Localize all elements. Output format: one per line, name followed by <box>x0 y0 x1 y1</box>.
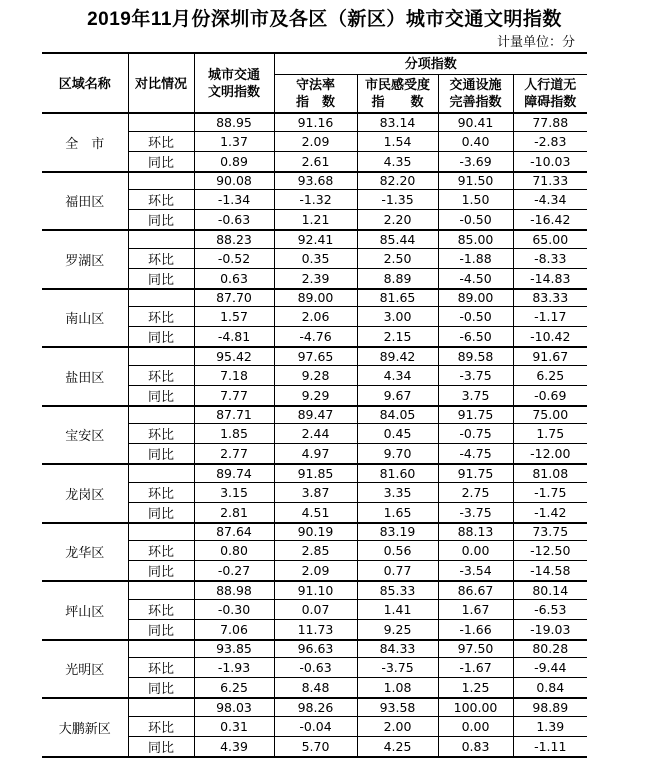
table-row <box>42 640 587 658</box>
value-cell: 89.74 <box>194 464 274 482</box>
value-cell: 73.75 <box>513 523 587 541</box>
value-cell: 91.67 <box>513 347 587 365</box>
value-cell: 71.33 <box>513 172 587 190</box>
value-cell: 1.41 <box>357 599 438 619</box>
value-cell: 80.28 <box>513 640 587 658</box>
value-cell: -0.27 <box>194 561 274 582</box>
value-cell: -0.04 <box>274 716 357 736</box>
value-cell: 4.35 <box>357 151 438 172</box>
comparison-label-cell: 同比 <box>128 444 194 465</box>
value-cell: -1.75 <box>513 482 587 502</box>
value-cell: 90.41 <box>438 113 513 131</box>
header-subindex-sidewalk-line1: 人行道无 <box>524 77 577 93</box>
header-region: 区域名称 <box>42 53 128 113</box>
value-cell: 1.25 <box>438 678 513 699</box>
table-row <box>42 464 587 482</box>
value-cell: -1.35 <box>357 190 438 210</box>
region-name-cell: 坪山区 <box>42 581 128 640</box>
value-cell: 8.89 <box>357 268 438 289</box>
header-subindex-law-line1: 守法率 <box>295 77 335 93</box>
value-cell: 2.06 <box>274 307 357 327</box>
value-cell: 84.05 <box>357 406 438 424</box>
header-subindex-sidewalk <box>513 74 587 113</box>
value-cell: 82.20 <box>357 172 438 190</box>
value-cell: -4.50 <box>438 268 513 289</box>
value-cell: 81.65 <box>357 289 438 307</box>
value-cell: 2.81 <box>194 502 274 523</box>
unit-note: 计量单位：分 <box>496 34 575 49</box>
comparison-label-cell <box>128 640 194 658</box>
value-cell: 1.75 <box>513 424 587 444</box>
value-cell: -1.88 <box>438 248 513 268</box>
comparison-label-cell: 环比 <box>128 482 194 502</box>
value-cell: 0.07 <box>274 599 357 619</box>
value-cell: -4.81 <box>194 327 274 348</box>
value-cell: 93.58 <box>357 698 438 716</box>
comparison-label-cell <box>128 172 194 190</box>
table-body <box>42 113 587 757</box>
comparison-label-cell: 同比 <box>128 210 194 231</box>
value-cell: -1.32 <box>274 190 357 210</box>
value-cell: 85.44 <box>357 230 438 248</box>
value-cell: 97.65 <box>274 347 357 365</box>
value-cell: 83.33 <box>513 289 587 307</box>
comparison-label-cell: 同比 <box>128 502 194 523</box>
value-cell: 0.77 <box>357 561 438 582</box>
header-subindex-perception-line1: 市民感受度 <box>364 77 430 93</box>
value-cell: 6.25 <box>513 365 587 385</box>
header-subindex-perception-line2: 指 数 <box>371 94 424 110</box>
value-cell: 89.58 <box>438 347 513 365</box>
value-cell: 100.00 <box>438 698 513 716</box>
value-cell: 11.73 <box>274 619 357 640</box>
value-cell: -1.66 <box>438 619 513 640</box>
value-cell: -0.52 <box>194 248 274 268</box>
value-cell: 0.83 <box>438 736 513 757</box>
value-cell: -4.34 <box>513 190 587 210</box>
header-row-1 <box>42 53 587 74</box>
value-cell: -0.63 <box>274 658 357 678</box>
value-cell: 3.87 <box>274 482 357 502</box>
value-cell: 0.89 <box>194 151 274 172</box>
value-cell: -1.67 <box>438 658 513 678</box>
value-cell: 89.00 <box>438 289 513 307</box>
value-cell: 2.39 <box>274 268 357 289</box>
region-name-cell: 大鹏新区 <box>42 698 128 757</box>
comparison-label-cell: 同比 <box>128 619 194 640</box>
value-cell: 93.85 <box>194 640 274 658</box>
value-cell: 87.70 <box>194 289 274 307</box>
table-row <box>42 406 587 424</box>
comparison-label-cell: 环比 <box>128 131 194 151</box>
value-cell: 7.06 <box>194 619 274 640</box>
value-cell: 2.09 <box>274 131 357 151</box>
value-cell: -14.83 <box>513 268 587 289</box>
value-cell: -1.93 <box>194 658 274 678</box>
comparison-label-cell: 环比 <box>128 190 194 210</box>
comparison-label-cell <box>128 523 194 541</box>
comparison-label-cell: 同比 <box>128 151 194 172</box>
value-cell: 2.00 <box>357 716 438 736</box>
value-cell: 2.09 <box>274 561 357 582</box>
table-row <box>42 230 587 248</box>
value-cell: 4.51 <box>274 502 357 523</box>
table-row <box>42 523 587 541</box>
value-cell: 91.75 <box>438 406 513 424</box>
value-cell: 80.14 <box>513 581 587 599</box>
comparison-label-cell: 环比 <box>128 716 194 736</box>
header-subindex-facilities-line2: 完善指数 <box>449 94 502 110</box>
value-cell: 9.25 <box>357 619 438 640</box>
value-cell: -9.44 <box>513 658 587 678</box>
value-cell: -0.50 <box>438 307 513 327</box>
value-cell: -12.00 <box>513 444 587 465</box>
value-cell: 90.08 <box>194 172 274 190</box>
value-cell: 85.00 <box>438 230 513 248</box>
value-cell: 0.84 <box>513 678 587 699</box>
region-name-cell: 全 市 <box>42 113 128 172</box>
comparison-label-cell: 环比 <box>128 365 194 385</box>
value-cell: 0.56 <box>357 541 438 561</box>
comparison-label-cell <box>128 347 194 365</box>
comparison-label-cell <box>128 581 194 599</box>
value-cell: 3.00 <box>357 307 438 327</box>
value-cell: 87.71 <box>194 406 274 424</box>
comparison-label-cell <box>128 406 194 424</box>
value-cell: 97.50 <box>438 640 513 658</box>
value-cell: 9.70 <box>357 444 438 465</box>
value-cell: -19.03 <box>513 619 587 640</box>
value-cell: 0.80 <box>194 541 274 561</box>
value-cell: 84.33 <box>357 640 438 658</box>
value-cell: -0.63 <box>194 210 274 231</box>
header-overall-line2: 文明指数 <box>207 84 260 99</box>
value-cell: 92.41 <box>274 230 357 248</box>
value-cell: 0.35 <box>274 248 357 268</box>
value-cell: 2.75 <box>438 482 513 502</box>
value-cell: 1.67 <box>438 599 513 619</box>
value-cell: -10.03 <box>513 151 587 172</box>
value-cell: -0.69 <box>513 385 587 406</box>
value-cell: -8.33 <box>513 248 587 268</box>
value-cell: 6.25 <box>194 678 274 699</box>
value-cell: 91.16 <box>274 113 357 131</box>
value-cell: -14.58 <box>513 561 587 582</box>
value-cell: 9.29 <box>274 385 357 406</box>
value-cell: 1.85 <box>194 424 274 444</box>
value-cell: 1.37 <box>194 131 274 151</box>
value-cell: 3.15 <box>194 482 274 502</box>
value-cell: 89.00 <box>274 289 357 307</box>
value-cell: 0.45 <box>357 424 438 444</box>
value-cell: 2.61 <box>274 151 357 172</box>
value-cell: 0.00 <box>438 541 513 561</box>
value-cell: -0.30 <box>194 599 274 619</box>
value-cell: -3.75 <box>438 502 513 523</box>
value-cell: 5.70 <box>274 736 357 757</box>
value-cell: -0.75 <box>438 424 513 444</box>
page-title: 2019年11月份深圳市及各区（新区）城市交通文明指数 <box>87 9 562 30</box>
value-cell: 0.31 <box>194 716 274 736</box>
comparison-label-cell: 同比 <box>128 561 194 582</box>
value-cell: 7.77 <box>194 385 274 406</box>
value-cell: 89.42 <box>357 347 438 365</box>
table-row <box>42 289 587 307</box>
value-cell: 87.64 <box>194 523 274 541</box>
comparison-label-cell: 环比 <box>128 248 194 268</box>
value-cell: 88.23 <box>194 230 274 248</box>
value-cell: 9.28 <box>274 365 357 385</box>
value-cell: -1.17 <box>513 307 587 327</box>
header-subindex-facilities <box>438 74 513 113</box>
header-subindex-group: 分项指数 <box>274 53 587 74</box>
header-subindex-law <box>274 74 357 113</box>
value-cell: 2.85 <box>274 541 357 561</box>
value-cell: -3.75 <box>438 365 513 385</box>
value-cell: 2.77 <box>194 444 274 465</box>
value-cell: 98.26 <box>274 698 357 716</box>
value-cell: 91.10 <box>274 581 357 599</box>
value-cell: 75.00 <box>513 406 587 424</box>
value-cell: 4.39 <box>194 736 274 757</box>
comparison-label-cell <box>128 113 194 131</box>
region-name-cell: 宝安区 <box>42 406 128 465</box>
value-cell: 93.68 <box>274 172 357 190</box>
table-row <box>42 113 587 131</box>
value-cell: 91.75 <box>438 464 513 482</box>
value-cell: -2.83 <box>513 131 587 151</box>
value-cell: 77.88 <box>513 113 587 131</box>
value-cell: 83.19 <box>357 523 438 541</box>
table-row <box>42 172 587 190</box>
header-overall-line1: 城市交通 <box>207 67 260 82</box>
comparison-label-cell <box>128 230 194 248</box>
value-cell: -4.75 <box>438 444 513 465</box>
value-cell: 88.98 <box>194 581 274 599</box>
value-cell: -10.42 <box>513 327 587 348</box>
value-cell: 2.20 <box>357 210 438 231</box>
value-cell: 81.60 <box>357 464 438 482</box>
value-cell: 0.00 <box>438 716 513 736</box>
table-row <box>42 581 587 599</box>
value-cell: 90.19 <box>274 523 357 541</box>
region-name-cell: 罗湖区 <box>42 230 128 289</box>
value-cell: -0.50 <box>438 210 513 231</box>
value-cell: 0.63 <box>194 268 274 289</box>
value-cell: 0.40 <box>438 131 513 151</box>
region-name-cell: 盐田区 <box>42 347 128 406</box>
region-name-cell: 龙岗区 <box>42 464 128 523</box>
header-overall-index <box>194 53 274 113</box>
value-cell: 3.75 <box>438 385 513 406</box>
comparison-label-cell: 同比 <box>128 327 194 348</box>
header-subindex-law-line2: 指 数 <box>295 94 335 110</box>
value-cell: 88.13 <box>438 523 513 541</box>
value-cell: -3.69 <box>438 151 513 172</box>
value-cell: 1.57 <box>194 307 274 327</box>
value-cell: 4.97 <box>274 444 357 465</box>
value-cell: 7.18 <box>194 365 274 385</box>
value-cell: -12.50 <box>513 541 587 561</box>
value-cell: -4.76 <box>274 327 357 348</box>
traffic-index-table <box>42 52 587 758</box>
value-cell: 3.35 <box>357 482 438 502</box>
value-cell: 81.08 <box>513 464 587 482</box>
value-cell: -1.34 <box>194 190 274 210</box>
value-cell: 98.89 <box>513 698 587 716</box>
comparison-label-cell <box>128 289 194 307</box>
value-cell: 91.85 <box>274 464 357 482</box>
value-cell: -1.11 <box>513 736 587 757</box>
comparison-label-cell: 同比 <box>128 678 194 699</box>
value-cell: 1.21 <box>274 210 357 231</box>
value-cell: 88.95 <box>194 113 274 131</box>
value-cell: 2.50 <box>357 248 438 268</box>
value-cell: -6.50 <box>438 327 513 348</box>
value-cell: 96.63 <box>274 640 357 658</box>
comparison-label-cell: 环比 <box>128 307 194 327</box>
region-name-cell: 南山区 <box>42 289 128 348</box>
comparison-label-cell <box>128 698 194 716</box>
value-cell: 4.34 <box>357 365 438 385</box>
comparison-label-cell: 环比 <box>128 424 194 444</box>
value-cell: 91.50 <box>438 172 513 190</box>
value-cell: -3.75 <box>357 658 438 678</box>
value-cell: 8.48 <box>274 678 357 699</box>
table-row <box>42 347 587 365</box>
value-cell: -3.54 <box>438 561 513 582</box>
header-comparison: 对比情况 <box>128 53 194 113</box>
value-cell: 4.25 <box>357 736 438 757</box>
value-cell: -1.42 <box>513 502 587 523</box>
value-cell: 2.15 <box>357 327 438 348</box>
region-name-cell: 龙华区 <box>42 523 128 582</box>
value-cell: 2.44 <box>274 424 357 444</box>
value-cell: 98.03 <box>194 698 274 716</box>
header-subindex-sidewalk-line2: 障碍指数 <box>524 94 577 110</box>
value-cell: 1.54 <box>357 131 438 151</box>
comparison-label-cell: 同比 <box>128 736 194 757</box>
value-cell: 1.65 <box>357 502 438 523</box>
value-cell: 1.08 <box>357 678 438 699</box>
comparison-label-cell: 同比 <box>128 385 194 406</box>
value-cell: 1.39 <box>513 716 587 736</box>
comparison-label-cell: 环比 <box>128 541 194 561</box>
value-cell: 83.14 <box>357 113 438 131</box>
table-row <box>42 698 587 716</box>
value-cell: 85.33 <box>357 581 438 599</box>
value-cell: -6.53 <box>513 599 587 619</box>
header-subindex-perception <box>357 74 438 113</box>
comparison-label-cell: 环比 <box>128 599 194 619</box>
value-cell: 9.67 <box>357 385 438 406</box>
region-name-cell: 光明区 <box>42 640 128 699</box>
comparison-label-cell: 同比 <box>128 268 194 289</box>
value-cell: 86.67 <box>438 581 513 599</box>
value-cell: 65.00 <box>513 230 587 248</box>
value-cell: 95.42 <box>194 347 274 365</box>
comparison-label-cell <box>128 464 194 482</box>
comparison-label-cell: 环比 <box>128 658 194 678</box>
region-name-cell: 福田区 <box>42 172 128 231</box>
header-subindex-facilities-line1: 交通设施 <box>449 77 502 93</box>
value-cell: -16.42 <box>513 210 587 231</box>
value-cell: 89.47 <box>274 406 357 424</box>
value-cell: 1.50 <box>438 190 513 210</box>
